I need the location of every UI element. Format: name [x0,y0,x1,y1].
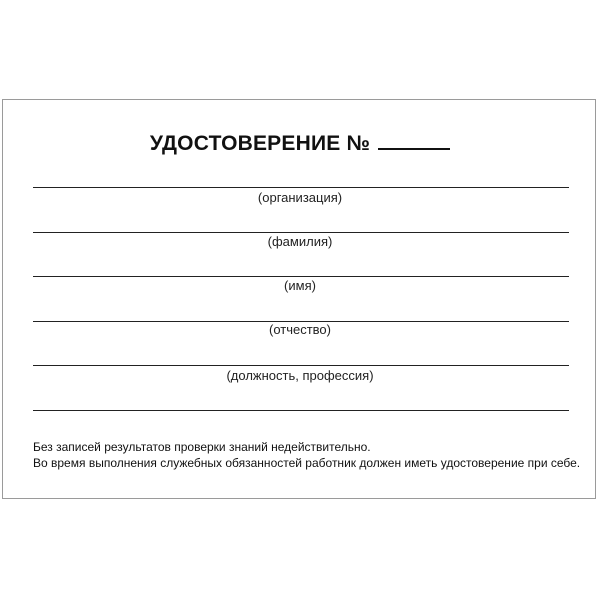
certificate-title: УДОСТОВЕРЕНИЕ № [149,132,371,155]
certificate-number-blank[interactable] [378,126,450,150]
certificate-card [2,99,596,499]
validity-note: Без записей результатов проверки знаний недействительно. [33,440,371,454]
organization-line[interactable] [33,187,569,188]
surname-caption: (фамилия) [267,234,333,249]
blank-line[interactable] [33,410,569,411]
position-caption: (должность, профессия) [226,368,374,383]
certificate-title-row [0,126,600,158]
patronymic-caption: (отчество) [268,322,331,337]
carry-note: Во время выполнения служебных обязанностей работник должен иметь удостоверение при себе. [33,456,581,470]
position-line[interactable] [33,365,569,366]
organization-caption: (организация) [257,190,343,205]
first-name-caption: (имя) [284,278,316,293]
first-name-line[interactable] [33,276,569,277]
surname-line[interactable] [33,232,569,233]
